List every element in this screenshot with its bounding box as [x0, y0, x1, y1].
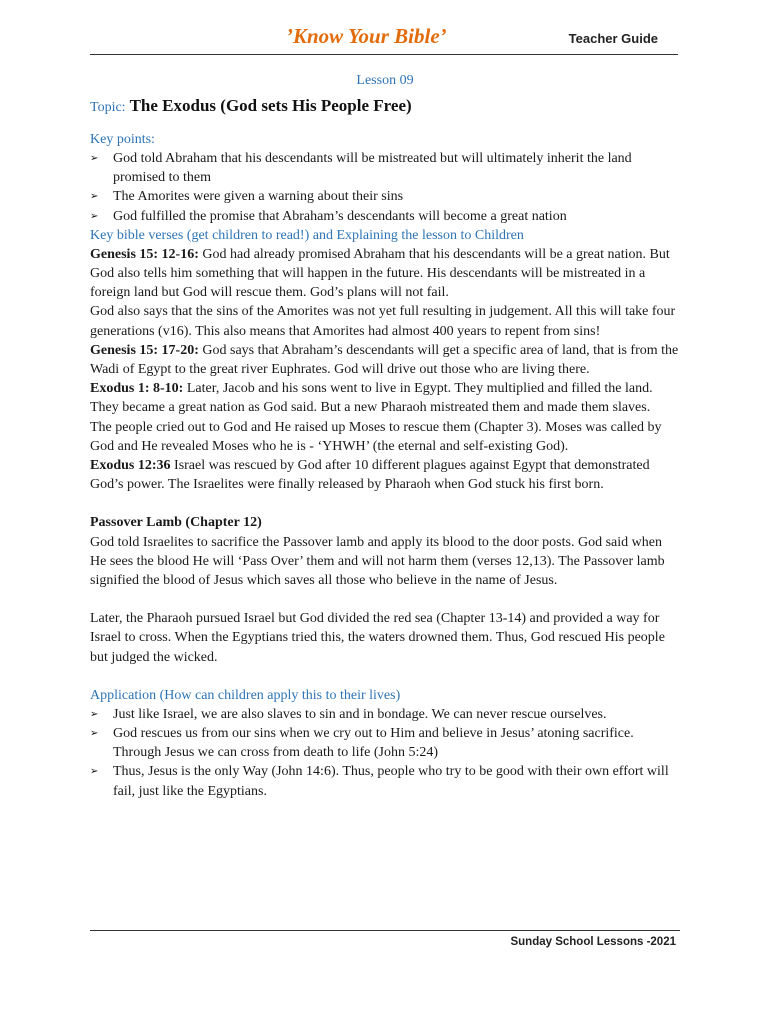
list-item — [90, 207, 680, 226]
lesson-number: Lesson 09 — [356, 73, 414, 88]
application-text: Just like Israel, we are also slaves to sin and in bondage. We can never rescue ourselves. — [113, 706, 607, 722]
document-body — [90, 71, 680, 801]
arrow-bullet-icon: ➢ — [90, 728, 99, 740]
list-item — [90, 762, 680, 800]
verse-text: God says that Abraham’s descendants will get a specific area of land, that is from the Wadi of Egypt to the great river Euphrates. God will drive out those who are living there. — [90, 342, 679, 378]
page-header — [90, 18, 678, 55]
verse-paragraph: God also says that the sins of the Amorites was not yet full resulting in judgement. All this will take four generations (v16). This also means that Amorites had almost 400 years to repent from sins! — [90, 304, 676, 339]
application-text: Thus, Jesus is the only Way (John 14:6). Thus, people who try to be good with their own effort will fail, just like the Egyptians. — [113, 764, 669, 799]
arrow-bullet-icon: ➢ — [90, 708, 99, 720]
key-point-text: God fulfilled the promise that Abraham’s descendants will become a great nation — [113, 208, 567, 224]
verse-text: Israel was rescued by God after 10 different plagues against Egypt that demonstrated God’s power. The Israelites were finally released by Pharaoh when God stuck his first born. — [90, 458, 650, 493]
spacer — [90, 590, 680, 609]
passover-paragraph: God told Israelites to sacrifice the Passover lamb and apply its blood to the door posts. God said when He sees the blood He will ‘Pass Over’ them and will not harm them (verses 12,13). The Passover lamb signified the blood of Jesus which saves all those who believe in the name of Jesus. — [90, 534, 665, 589]
list-item — [90, 149, 680, 187]
key-points-heading: Key points: — [90, 132, 155, 147]
verse-text: Later, Jacob and his sons went to live in Egypt. They multiplied and filled the land. They became a great nation as God said. But a new Pharaoh mistreated them and made them slaves. — [90, 381, 653, 416]
verse-paragraph — [90, 456, 680, 494]
topic-label: Topic: — [90, 100, 126, 115]
spacer — [90, 494, 680, 513]
application-list — [90, 705, 680, 801]
key-point-text: The Amorites were given a warning about their sins — [113, 189, 404, 205]
key-points-list — [90, 149, 680, 226]
topic-title: The Exodus (God sets His People Free) — [129, 96, 412, 115]
verse-paragraph — [90, 341, 680, 379]
page-footer — [90, 930, 680, 948]
verse-reference: Genesis 15: 17-20: — [90, 342, 199, 358]
arrow-bullet-icon: ➢ — [90, 191, 99, 203]
list-item — [90, 705, 680, 724]
spacer — [90, 667, 680, 686]
footer-label: Sunday School Lessons -2021 — [510, 936, 676, 948]
verse-reference: Genesis 15: 12-16: — [90, 246, 199, 262]
list-item — [90, 187, 680, 206]
verse-paragraph: The people cried out to God and He raised up Moses to rescue them (Chapter 3). Moses was called by God and He revealed Moses who he is - ‘YHWH’ (the eternal and self-existing God). — [90, 419, 662, 454]
header-guide-label: Teacher Guide — [568, 31, 658, 46]
verse-reference: Exodus 12:36 — [90, 458, 171, 474]
verse-paragraph — [90, 379, 680, 417]
application-heading: Application (How can children apply this to their lives) — [90, 687, 401, 703]
arrow-bullet-icon: ➢ — [90, 766, 99, 778]
list-item — [90, 724, 680, 762]
topic-line — [90, 94, 680, 120]
verse-paragraph — [90, 245, 680, 303]
application-text: God rescues us from our sins when we cry out to Him and believe in Jesus’ atoning sacrifice. Through Jesus we can cross from death to life (John 5:24) — [113, 726, 634, 761]
arrow-bullet-icon: ➢ — [90, 210, 99, 222]
verse-text: God had already promised Abraham that his descendants will be a great nation. But God also tells him something that will happen in the future. His descendants will be mistreated in a foreign land but God will rescue them. God’s plans will not fail. — [90, 246, 670, 301]
key-point-text: God told Abraham that his descendants will be mistreated but will ultimately inherit the land promised to them — [113, 151, 632, 186]
passover-heading: Passover Lamb (Chapter 12) — [90, 515, 262, 531]
passover-paragraph: Later, the Pharaoh pursued Israel but God divided the red sea (Chapter 13-14) and provided a way for Israel to cross. When the Egyptians tried this, the waters drowned them. Thus, God rescued His people but judged the wicked. — [90, 611, 665, 665]
verses-heading: Key bible verses (get children to read!) and Explaining the lesson to Children — [90, 227, 524, 243]
arrow-bullet-icon: ➢ — [90, 153, 99, 164]
verse-reference: Exodus 1: 8-10: — [90, 381, 184, 397]
header-brand: ’Know Your Bible’ — [286, 24, 447, 48]
